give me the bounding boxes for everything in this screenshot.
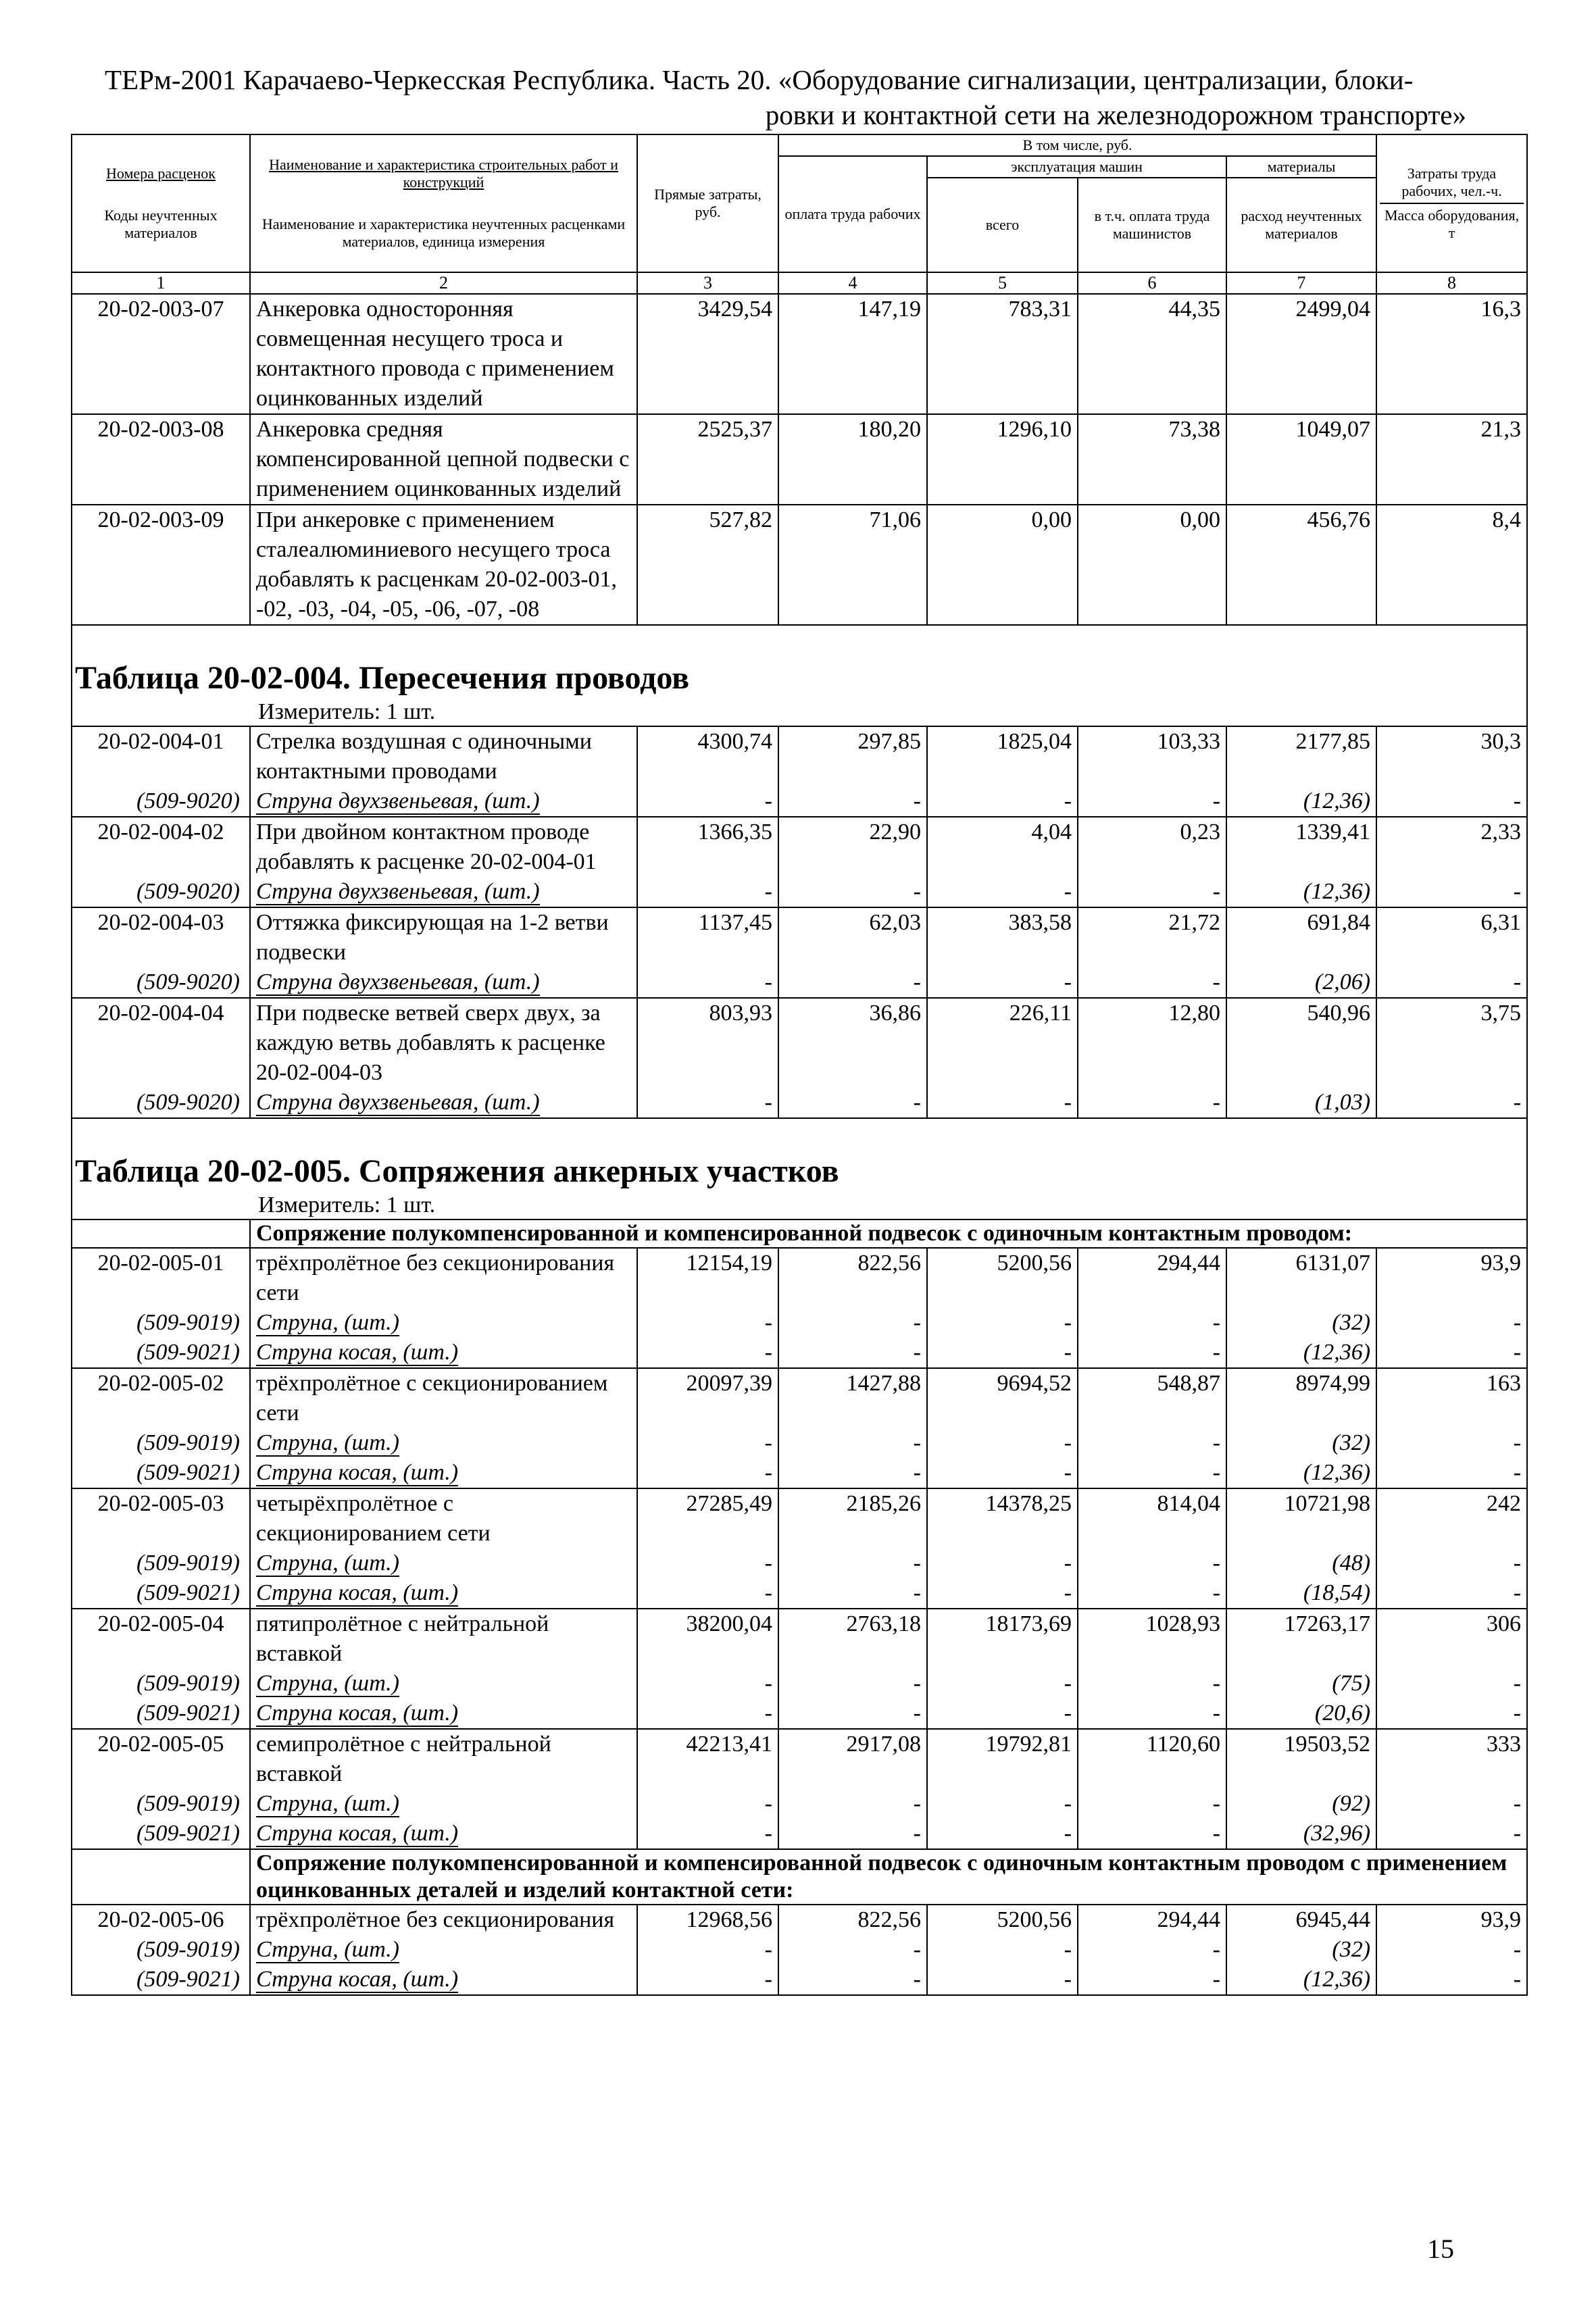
dash-value: - [927, 1819, 1078, 1849]
cost-value: 93,9 [1376, 1905, 1527, 1935]
dash-value: - [927, 1965, 1078, 1995]
dash-value: - [1078, 1428, 1226, 1458]
material-amount: (12,36) [1226, 1965, 1376, 1995]
dash-value: - [637, 1789, 778, 1819]
dash-value: - [1078, 967, 1226, 998]
material-amount: (12,36) [1226, 877, 1376, 907]
cost-value: 6945,44 [1226, 1905, 1376, 1935]
dash-value: - [778, 1965, 927, 1995]
dash-value: - [927, 1789, 1078, 1819]
meter-row [72, 699, 1527, 726]
cost-value: 21,3 [1376, 414, 1527, 505]
dash-value: - [1376, 1308, 1527, 1338]
cost-value: 2,33 [1376, 817, 1527, 877]
meter-label: Измеритель: 1 шт. [72, 699, 1527, 726]
cost-value: 226,11 [927, 998, 1078, 1088]
cost-value: 1825,04 [927, 726, 1078, 786]
dash-value: - [1376, 1549, 1527, 1578]
rate-code: 20-02-005-01 [72, 1248, 250, 1308]
material-name: Струна косая, (шт.) [250, 1699, 637, 1729]
table-row [72, 1905, 1527, 1935]
cost-value: 2185,26 [778, 1488, 927, 1549]
cost-value: 5200,56 [927, 1248, 1078, 1308]
cost-value: 18173,69 [927, 1609, 1078, 1669]
dash-value: - [637, 1428, 778, 1458]
head-unaccounted-materials: расход неучтенных материалов [1226, 178, 1376, 272]
dash-value: - [927, 1699, 1078, 1729]
dash-value: - [927, 1935, 1078, 1965]
dash-value: - [1078, 877, 1226, 907]
material-name: Струна косая, (шт.) [250, 1338, 637, 1368]
dash-value: - [1376, 1338, 1527, 1368]
dash-value: - [637, 967, 778, 998]
cost-value: 4,04 [927, 817, 1078, 877]
dash-value: - [1376, 1088, 1527, 1118]
dash-value: - [1078, 1965, 1226, 1995]
dash-value: - [927, 1428, 1078, 1458]
dash-value: - [637, 1458, 778, 1488]
head-labor-mass: Затраты труда рабочих, чел.-ч. Масса оборудования, т [1376, 134, 1527, 272]
material-amount: (2,06) [1226, 967, 1376, 998]
material-row [72, 1935, 1527, 1965]
dash-value: - [778, 1308, 927, 1338]
dash-value: - [1078, 1308, 1226, 1338]
cost-value: 0,00 [1078, 505, 1226, 625]
dash-value: - [778, 1789, 927, 1819]
dash-value: - [1376, 1819, 1527, 1849]
dash-value: - [927, 1338, 1078, 1368]
table-row [72, 505, 1527, 625]
material-code: (509-9020) [72, 967, 250, 998]
cost-value: 21,72 [1078, 907, 1226, 967]
cost-value: 180,20 [778, 414, 927, 505]
cost-value: 8974,99 [1226, 1368, 1376, 1428]
material-amount: (20,6) [1226, 1699, 1376, 1729]
dash-value: - [927, 1578, 1078, 1609]
dash-value: - [1376, 1935, 1527, 1965]
material-amount: (18,54) [1226, 1578, 1376, 1609]
cost-value: 2177,85 [1226, 726, 1376, 786]
material-name: Струна косая, (шт.) [250, 1578, 637, 1609]
dash-value: - [778, 1458, 927, 1488]
dash-value: - [778, 1088, 927, 1118]
material-name: Струна, (шт.) [250, 1428, 637, 1458]
cost-value: 30,3 [1376, 726, 1527, 786]
cost-value: 5200,56 [927, 1905, 1078, 1935]
rate-code: 20-02-005-06 [72, 1905, 250, 1935]
cost-value: 383,58 [927, 907, 1078, 967]
dash-value: - [637, 1669, 778, 1699]
cost-value: 333 [1376, 1729, 1527, 1789]
cost-value: 297,85 [778, 726, 927, 786]
material-row [72, 1308, 1527, 1338]
dash-value: - [778, 1935, 927, 1965]
dash-value: - [778, 1338, 927, 1368]
cost-value: 2917,08 [778, 1729, 927, 1789]
material-row [72, 1819, 1527, 1849]
head-worker-pay: оплата труда рабочих [778, 156, 927, 272]
work-name: трёхпролётное с секционированием сети [250, 1368, 637, 1428]
cost-value: 242 [1376, 1488, 1527, 1549]
cost-value: 62,03 [778, 907, 927, 967]
head-including: В том числе, руб. [778, 134, 1376, 156]
dash-value: - [637, 1088, 778, 1118]
cost-value: 822,56 [778, 1248, 927, 1308]
head-machines: эксплуатация машин [927, 156, 1226, 178]
meter-label: Измеритель: 1 шт. [72, 1192, 1527, 1219]
work-name: При подвеске ветвей сверх двух, за каждую ветвь добавлять к расценке 20-02-004-03 [250, 998, 637, 1088]
dash-value: - [1376, 1699, 1527, 1729]
dash-value: - [637, 1549, 778, 1578]
cost-value: 42213,41 [637, 1729, 778, 1789]
header-line-2: ровки и контактной сети на железнодорожном транспорте» [765, 99, 1466, 130]
cost-value: 27285,49 [637, 1488, 778, 1549]
cost-value: 1137,45 [637, 907, 778, 967]
dash-value: - [778, 1699, 927, 1729]
work-name: Оттяжка фиксирующая на 1-2 ветви подвески [250, 907, 637, 967]
cost-value: 822,56 [778, 1905, 927, 1935]
section-row [72, 1849, 1527, 1905]
cost-value: 19792,81 [927, 1729, 1078, 1789]
work-name: Стрелка воздушная с одиночными контактными проводами [250, 726, 637, 786]
rate-code: 20-02-005-05 [72, 1729, 250, 1789]
material-code: (509-9020) [72, 786, 250, 817]
cost-value: 3,75 [1376, 998, 1527, 1088]
material-row [72, 1578, 1527, 1609]
dash-value: - [927, 1549, 1078, 1578]
work-name: трёхпролётное без секционирования сети [250, 1248, 637, 1308]
dash-value: - [637, 1965, 778, 1995]
material-code: (509-9019) [72, 1935, 250, 1965]
material-amount: (32) [1226, 1935, 1376, 1965]
rate-code: 20-02-004-04 [72, 998, 250, 1088]
head-materials: материалы [1226, 156, 1376, 178]
dash-value: - [1376, 877, 1527, 907]
material-amount: (12,36) [1226, 1458, 1376, 1488]
section-heading: Сопряжение полукомпенсированной и компенсированной подвесок с одиночным контактным проводом с применением оцинкованных деталей и изделий контактной сети: [250, 1849, 1527, 1905]
head-operator-pay: в т.ч. оплата труда машинистов [1078, 178, 1226, 272]
dash-value: - [778, 967, 927, 998]
dash-value: - [1078, 1549, 1226, 1578]
cost-value: 1296,10 [927, 414, 1078, 505]
dash-value: - [1078, 1819, 1226, 1849]
cost-value: 294,44 [1078, 1905, 1226, 1935]
cost-value: 527,82 [637, 505, 778, 625]
cost-value: 12154,19 [637, 1248, 778, 1308]
cost-value: 19503,52 [1226, 1729, 1376, 1789]
cost-value: 93,9 [1376, 1248, 1527, 1308]
cost-value: 2525,37 [637, 414, 778, 505]
dash-value: - [637, 786, 778, 817]
dash-value: - [1376, 1428, 1527, 1458]
work-name: семипролётное с нейтральной вставкой [250, 1729, 637, 1789]
material-code: (509-9021) [72, 1965, 250, 1995]
dash-value: - [1078, 1789, 1226, 1819]
cost-value: 6131,07 [1226, 1248, 1376, 1308]
table-row [72, 1248, 1527, 1308]
dash-value: - [1078, 1699, 1226, 1729]
dash-value: - [927, 1458, 1078, 1488]
dash-value: - [1078, 1338, 1226, 1368]
dash-value: - [637, 877, 778, 907]
cost-value: 12,80 [1078, 998, 1226, 1088]
head-codes: Номера расценок Коды неучтенных материалов [72, 134, 250, 272]
material-code: (509-9019) [72, 1428, 250, 1458]
material-name: Струна, (шт.) [250, 1308, 637, 1338]
dash-value: - [637, 1819, 778, 1849]
work-name: Анкеровка односторонняя совмещенная несущего троса и контактного провода с применением оцинкованных изделий [250, 294, 637, 414]
dash-value: - [927, 967, 1078, 998]
cost-value: 12968,56 [637, 1905, 778, 1935]
material-amount: (48) [1226, 1549, 1376, 1578]
work-name: пятипролётное с нейтральной вставкой [250, 1609, 637, 1669]
dash-value: - [778, 1819, 927, 1849]
cost-value: 73,38 [1078, 414, 1226, 505]
cost-value: 1049,07 [1226, 414, 1376, 505]
cost-value: 783,31 [927, 294, 1078, 414]
dash-value: - [1376, 1578, 1527, 1609]
material-row [72, 877, 1527, 907]
material-amount: (32) [1226, 1308, 1376, 1338]
cost-value: 0,23 [1078, 817, 1226, 877]
section-spacer [72, 1219, 250, 1248]
dash-value: - [778, 1669, 927, 1699]
dash-value: - [927, 1669, 1078, 1699]
material-row [72, 786, 1527, 817]
material-name: Струна косая, (шт.) [250, 1458, 637, 1488]
dash-value: - [927, 877, 1078, 907]
cost-value: 691,84 [1226, 907, 1376, 967]
cost-value: 4300,74 [637, 726, 778, 786]
material-row [72, 1549, 1527, 1578]
work-name: При анкеровке с применением сталеалюминиевого несущего троса добавлять к расценкам 20-02-003-01, -02, -03, -04, -05, -06, -07, -08 [250, 505, 637, 625]
cost-value: 2499,04 [1226, 294, 1376, 414]
material-row [72, 1088, 1527, 1118]
work-name: трёхпролётное без секционирования [250, 1905, 637, 1935]
cost-value: 548,87 [1078, 1368, 1226, 1428]
meter-row [72, 1192, 1527, 1219]
table-row [72, 1368, 1527, 1428]
cost-value: 147,19 [778, 294, 927, 414]
header-line-1: ТЕРм-2001 Карачаево-Черкесская Республика. Часть 20. «Оборудование сигнализации, централизации, блоки- [105, 64, 1414, 95]
cost-value: 814,04 [1078, 1488, 1226, 1549]
cost-value: 0,00 [927, 505, 1078, 625]
dash-value: - [637, 1935, 778, 1965]
rate-code: 20-02-003-08 [72, 414, 250, 505]
dash-value: - [1376, 1458, 1527, 1488]
cost-value: 103,33 [1078, 726, 1226, 786]
material-code: (509-9021) [72, 1338, 250, 1368]
cost-value: 9694,52 [927, 1368, 1078, 1428]
dash-value: - [927, 1308, 1078, 1338]
dash-value: - [778, 1549, 927, 1578]
head-total: всего [927, 178, 1078, 272]
cost-value: 22,90 [778, 817, 927, 877]
material-amount: (12,36) [1226, 1338, 1376, 1368]
cost-value: 1339,41 [1226, 817, 1376, 877]
material-code: (509-9019) [72, 1549, 250, 1578]
material-code: (509-9019) [72, 1789, 250, 1819]
cost-value: 294,44 [1078, 1248, 1226, 1308]
cost-value: 17263,17 [1226, 1609, 1376, 1669]
material-amount: (12,36) [1226, 786, 1376, 817]
table-row [72, 1729, 1527, 1789]
material-name: Струна двухзвеньевая, (шт.) [250, 877, 637, 907]
dash-value: - [778, 877, 927, 907]
dash-value: - [927, 786, 1078, 817]
section-row [72, 1219, 1527, 1248]
cost-value: 14378,25 [927, 1488, 1078, 1549]
material-amount: (32) [1226, 1428, 1376, 1458]
cost-value: 803,93 [637, 998, 778, 1088]
material-name: Струна двухзвеньевая, (шт.) [250, 786, 637, 817]
material-row [72, 1338, 1527, 1368]
material-name: Струна двухзвеньевая, (шт.) [250, 1088, 637, 1118]
cost-value: 36,86 [778, 998, 927, 1088]
dash-value: - [637, 1699, 778, 1729]
table-title: Таблица 20-02-004. Пересечения проводов [72, 625, 1527, 699]
dash-value: - [1078, 1669, 1226, 1699]
dash-value: - [1078, 786, 1226, 817]
material-code: (509-9019) [72, 1669, 250, 1699]
work-name: Анкеровка средняя компенсированной цепной подвески с применением оцинкованных изделий [250, 414, 637, 505]
table-title: Таблица 20-02-005. Сопряжения анкерных участков [72, 1118, 1527, 1192]
table-title-row [72, 1118, 1527, 1192]
rate-code: 20-02-004-01 [72, 726, 250, 786]
rate-code: 20-02-003-09 [72, 505, 250, 625]
dash-value: - [1376, 1965, 1527, 1995]
cost-value: 163 [1376, 1368, 1527, 1428]
rate-code: 20-02-004-03 [72, 907, 250, 967]
cost-value: 10721,98 [1226, 1488, 1376, 1549]
cost-value: 6,31 [1376, 907, 1527, 967]
material-amount: (32,96) [1226, 1819, 1376, 1849]
dash-value: - [1078, 1088, 1226, 1118]
table-row [72, 294, 1527, 414]
dash-value: - [1078, 1935, 1226, 1965]
dash-value: - [927, 1088, 1078, 1118]
cost-value: 540,96 [1226, 998, 1376, 1088]
cost-value: 8,4 [1376, 505, 1527, 625]
material-name: Струна косая, (шт.) [250, 1965, 637, 1995]
material-row [72, 1458, 1527, 1488]
table-row [72, 907, 1527, 967]
material-row [72, 1669, 1527, 1699]
dash-value: - [778, 786, 927, 817]
cost-value: 1427,88 [778, 1368, 927, 1428]
rate-code: 20-02-003-07 [72, 294, 250, 414]
material-row [72, 1428, 1527, 1458]
material-code: (509-9021) [72, 1699, 250, 1729]
rate-code: 20-02-004-02 [72, 817, 250, 877]
material-name: Струна косая, (шт.) [250, 1819, 637, 1849]
cost-value: 3429,54 [637, 294, 778, 414]
rate-code: 20-02-005-04 [72, 1609, 250, 1669]
work-name: четырёхпролётное с секционированием сети [250, 1488, 637, 1549]
dash-value: - [637, 1308, 778, 1338]
dash-value: - [1376, 967, 1527, 998]
dash-value: - [1376, 786, 1527, 817]
material-row [72, 1789, 1527, 1819]
rates-table [71, 134, 1528, 1996]
section-spacer [72, 1849, 250, 1905]
table-row [72, 1488, 1527, 1549]
material-code: (509-9020) [72, 1088, 250, 1118]
cost-value: 1028,93 [1078, 1609, 1226, 1669]
cost-value: 38200,04 [637, 1609, 778, 1669]
material-code: (509-9021) [72, 1578, 250, 1609]
dash-value: - [637, 1578, 778, 1609]
material-amount: (1,03) [1226, 1088, 1376, 1118]
cost-value: 71,06 [778, 505, 927, 625]
page-header [101, 62, 1507, 132]
table-head [72, 134, 1527, 272]
material-name: Струна двухзвеньевая, (шт.) [250, 967, 637, 998]
page-number: 15 [1427, 2234, 1454, 2264]
dash-value: - [778, 1428, 927, 1458]
material-code: (509-9021) [72, 1819, 250, 1849]
section-heading: Сопряжение полукомпенсированной и компенсированной подвесок с одиночным контактным проводом: [250, 1219, 1527, 1248]
material-row [72, 1965, 1527, 1995]
column-numbers-row: 1 2 3 4 5 6 7 8 [72, 272, 1527, 294]
table-row [72, 998, 1527, 1088]
material-name: Струна, (шт.) [250, 1669, 637, 1699]
material-code: (509-9019) [72, 1308, 250, 1338]
table-row [72, 1609, 1527, 1669]
material-amount: (92) [1226, 1789, 1376, 1819]
material-row [72, 967, 1527, 998]
dash-value: - [1078, 1458, 1226, 1488]
table-row [72, 817, 1527, 877]
cost-value: 20097,39 [637, 1368, 778, 1428]
head-direct-costs: Прямые затраты, руб. [637, 134, 778, 272]
dash-value: - [1376, 1789, 1527, 1819]
cost-value: 306 [1376, 1609, 1527, 1669]
rate-code: 20-02-005-02 [72, 1368, 250, 1428]
head-names: Наименование и характеристика строительных работ и конструкций Наименование и характеристика неучтенных расценками материалов, единица измерения [250, 134, 637, 272]
work-name: При двойном контактном проводе добавлять к расценке 20-02-004-01 [250, 817, 637, 877]
dash-value: - [778, 1578, 927, 1609]
material-row [72, 1699, 1527, 1729]
material-amount: (75) [1226, 1669, 1376, 1699]
table-row [72, 726, 1527, 786]
rate-code: 20-02-005-03 [72, 1488, 250, 1549]
table-body [72, 272, 1527, 1995]
dash-value: - [637, 1338, 778, 1368]
cost-value: 1120,60 [1078, 1729, 1226, 1789]
material-name: Струна, (шт.) [250, 1935, 637, 1965]
cost-value: 456,76 [1226, 505, 1376, 625]
material-code: (509-9021) [72, 1458, 250, 1488]
cost-value: 2763,18 [778, 1609, 927, 1669]
material-name: Струна, (шт.) [250, 1549, 637, 1578]
material-name: Струна, (шт.) [250, 1789, 637, 1819]
material-code: (509-9020) [72, 877, 250, 907]
table-title-row [72, 625, 1527, 699]
cost-value: 16,3 [1376, 294, 1527, 414]
cost-value: 1366,35 [637, 817, 778, 877]
table-row [72, 414, 1527, 505]
dash-value: - [1078, 1578, 1226, 1609]
dash-value: - [1376, 1669, 1527, 1699]
cost-value: 44,35 [1078, 294, 1226, 414]
